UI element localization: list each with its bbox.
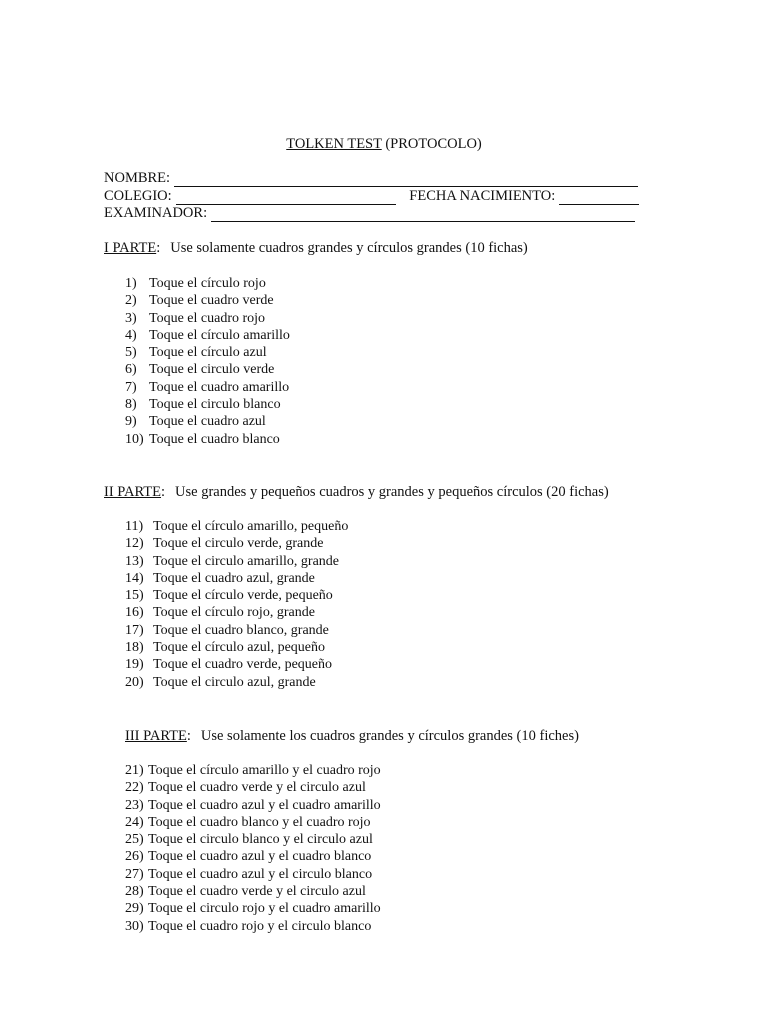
title-underlined: TOLKEN TEST xyxy=(286,136,382,152)
list-item xyxy=(125,656,348,673)
item-number: 21) xyxy=(125,763,144,778)
list-item xyxy=(125,379,290,396)
parte1-colon: : xyxy=(156,240,161,256)
item-text: Toque el cuadro rojo y el circulo blanco xyxy=(148,918,372,934)
item-number: 3) xyxy=(125,310,137,326)
list-item xyxy=(125,292,290,309)
colegio-field xyxy=(104,188,639,206)
item-text: Toque el circulo verde xyxy=(149,362,275,378)
list-item xyxy=(125,639,348,656)
list-item xyxy=(125,396,290,413)
document-title xyxy=(0,136,768,153)
parte3-label: III PARTE xyxy=(125,728,187,744)
list-item xyxy=(125,831,381,848)
item-number: 29) xyxy=(125,901,144,917)
list-item xyxy=(125,622,348,639)
item-number: 23) xyxy=(125,797,144,813)
examinador-field xyxy=(104,205,635,223)
nombre-field xyxy=(104,170,638,188)
item-number: 26) xyxy=(125,849,144,865)
item-number: 22) xyxy=(125,780,144,796)
parte2-colon: : xyxy=(161,484,166,500)
item-number: 9) xyxy=(125,414,137,430)
item-text: Toque el círculo azul, pequeño xyxy=(153,640,326,656)
item-number: 12) xyxy=(125,536,144,552)
list-item xyxy=(125,413,290,430)
list-item xyxy=(125,848,381,865)
item-text: Toque el cuadro blanco y el cuadro rojo xyxy=(148,814,371,830)
item-text: Toque el circulo blanco xyxy=(149,397,281,413)
fecha-nacimiento-blank-line xyxy=(559,190,639,205)
list-item xyxy=(125,275,290,292)
title-rest: (PROTOCOLO) xyxy=(381,136,482,152)
examinador-label: EXAMINADOR: xyxy=(104,205,208,221)
list-item xyxy=(125,866,381,883)
parte2-description: Use grandes y pequeños cuadros y grandes y pequeños círculos (20 fichas) xyxy=(175,484,609,500)
examinador-blank-line xyxy=(211,207,635,222)
parte3-list xyxy=(125,762,381,935)
item-number: 8) xyxy=(125,397,137,413)
item-text: Toque el círculo verde, pequeño xyxy=(153,588,333,604)
list-item xyxy=(125,883,381,900)
parte3-heading xyxy=(125,728,579,745)
list-item xyxy=(125,814,381,831)
item-number: 17) xyxy=(125,622,144,638)
item-number: 24) xyxy=(125,814,144,830)
nombre-blank-line xyxy=(174,172,638,187)
parte1-heading xyxy=(104,240,528,257)
list-item xyxy=(125,535,348,552)
item-text: Toque el círculo amarillo xyxy=(149,327,290,343)
item-number: 18) xyxy=(125,640,144,656)
parte2-heading xyxy=(104,484,609,501)
parte1-label: I PARTE xyxy=(104,240,157,256)
item-text: Toque el círculo azul xyxy=(149,345,267,361)
item-number: 13) xyxy=(125,553,144,569)
list-item xyxy=(125,344,290,361)
colegio-blank-line xyxy=(176,190,396,205)
item-text: Toque el cuadro azul xyxy=(149,414,266,430)
item-number: 4) xyxy=(125,327,137,343)
colegio-label: COLEGIO: xyxy=(104,188,172,204)
list-item xyxy=(125,553,348,570)
item-number: 25) xyxy=(125,832,144,848)
item-text: Toque el circulo azul, grande xyxy=(153,674,316,690)
list-item xyxy=(125,518,348,535)
list-item xyxy=(125,327,290,344)
item-number: 19) xyxy=(125,657,144,673)
item-text: Toque el cuadro rojo xyxy=(149,310,266,326)
item-text: Toque el cuadro verde y el circulo azul xyxy=(148,884,366,900)
item-number: 11) xyxy=(125,519,144,534)
item-text: Toque el cuadro azul, grande xyxy=(153,570,315,586)
item-number: 6) xyxy=(125,362,137,378)
item-number: 20) xyxy=(125,674,144,690)
item-text: Toque el cuadro azul y el cuadro amarillo xyxy=(148,797,381,813)
item-text: Toque el cuadro blanco xyxy=(149,431,280,447)
item-number: 1) xyxy=(125,276,137,291)
item-text: Toque el cuadro verde xyxy=(149,293,274,309)
parte1-description: Use solamente cuadros grandes y círculos grandes (10 fichas) xyxy=(170,240,528,256)
item-text: Toque el circulo amarillo, grande xyxy=(153,553,339,569)
item-number: 14) xyxy=(125,570,144,586)
parte3-colon: : xyxy=(186,728,191,744)
list-item xyxy=(125,918,381,935)
item-number: 30) xyxy=(125,918,144,934)
list-item xyxy=(125,361,290,378)
list-item xyxy=(125,779,381,796)
item-text: Toque el cuadro azul y el circulo blanco xyxy=(148,866,373,882)
item-number: 15) xyxy=(125,588,144,604)
item-text: Toque el cuadro verde, pequeño xyxy=(153,657,332,673)
list-item xyxy=(125,310,290,327)
parte2-label: II PARTE xyxy=(104,484,162,500)
parte3-description: Use solamente los cuadros grandes y círculos grandes (10 fiches) xyxy=(200,728,579,744)
item-number: 16) xyxy=(125,605,144,621)
item-text: Toque el círculo rojo xyxy=(149,276,266,291)
item-text: Toque el circulo blanco y el circulo azul xyxy=(148,832,373,848)
parte1-list xyxy=(125,275,290,448)
parte2-list xyxy=(125,518,348,691)
list-item xyxy=(125,797,381,814)
list-item xyxy=(125,674,348,691)
fecha-nacimiento-label: FECHA NACIMIENTO: xyxy=(409,188,556,204)
item-number: 2) xyxy=(125,293,137,309)
item-number: 5) xyxy=(125,345,137,361)
nombre-label: NOMBRE: xyxy=(104,170,171,186)
list-item xyxy=(125,570,348,587)
list-item xyxy=(125,587,348,604)
list-item xyxy=(125,762,381,779)
list-item xyxy=(125,900,381,917)
item-text: Toque el cuadro amarillo xyxy=(149,379,290,395)
item-text: Toque el cuadro verde y el circulo azul xyxy=(148,780,366,796)
item-text: Toque el cuadro azul y el cuadro blanco xyxy=(148,849,372,865)
item-number: 28) xyxy=(125,884,144,900)
item-text: Toque el círculo amarillo y el cuadro rojo xyxy=(148,763,381,778)
item-number: 7) xyxy=(125,379,137,395)
item-text: Toque el círculo amarillo, pequeño xyxy=(153,519,349,534)
item-text: Toque el cuadro blanco, grande xyxy=(153,622,329,638)
item-text: Toque el circulo verde, grande xyxy=(153,536,324,552)
item-number: 27) xyxy=(125,866,144,882)
list-item xyxy=(125,604,348,621)
item-text: Toque el circulo rojo y el cuadro amarillo xyxy=(148,901,381,917)
item-number: 10) xyxy=(125,431,144,447)
item-text: Toque el círculo rojo, grande xyxy=(153,605,315,621)
list-item xyxy=(125,431,290,448)
